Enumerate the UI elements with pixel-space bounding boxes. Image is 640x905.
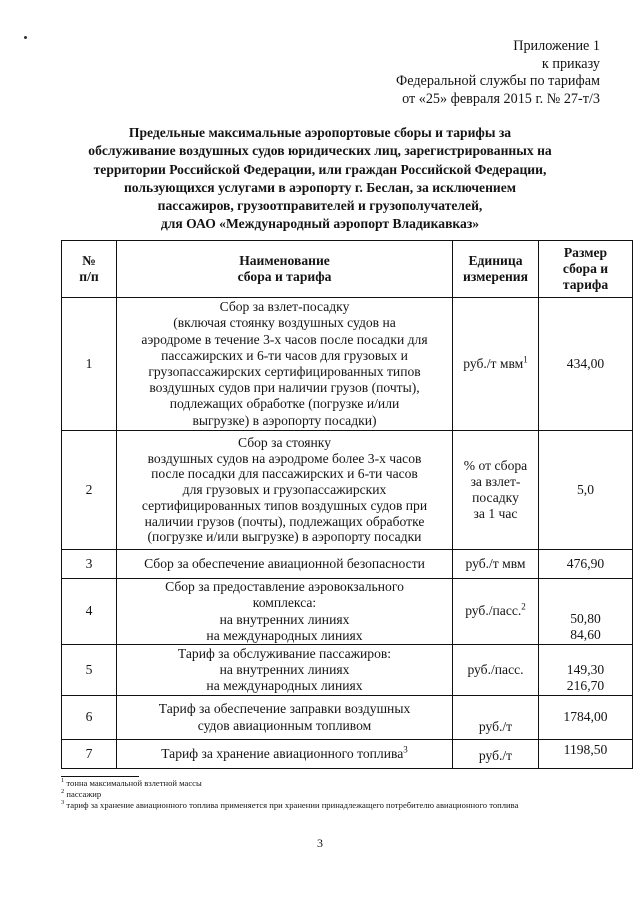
row-number: 6: [62, 696, 117, 740]
footnote-ref: 2: [521, 601, 526, 612]
footnote-text: тонна максимальной взлетной массы: [66, 778, 202, 788]
order-date-number: от «25» февраля 2015 г. № 27-т/3: [402, 90, 600, 107]
appendix-label: Приложение 1: [513, 38, 600, 54]
row-name: [117, 298, 453, 431]
name-line: выгрузке) в аэропорту посадки): [192, 412, 377, 428]
header-value-line: тарифа: [562, 277, 609, 293]
name-line: подлежащих обработке (погрузке и/или: [169, 396, 400, 412]
title-line: пользующихся услугами в аэропорту г. Беслан, за исключением: [123, 179, 517, 195]
row-unit: [453, 579, 539, 645]
unit-line: посадку: [472, 490, 519, 505]
footnote-text: пассажир: [66, 789, 102, 800]
row-value: [539, 579, 633, 645]
name-line: Тариф за обслуживание пассажиров:: [177, 645, 392, 661]
title-line: для ОАО «Международный аэропорт Владикавказ»: [160, 216, 480, 232]
header-number-line: №: [82, 252, 96, 268]
row-name: [117, 431, 453, 550]
appendix-header: [396, 38, 600, 108]
header-number: [62, 241, 117, 298]
row-unit: руб./пасс.: [453, 645, 539, 696]
footnote-3: [61, 800, 601, 811]
value-international: 216,70: [566, 677, 605, 693]
row-number: 4: [62, 579, 117, 645]
row-value: 1784,00: [539, 696, 633, 740]
row-value: 434,00: [539, 298, 633, 431]
value-international: 84,60: [570, 626, 601, 642]
footnote-mark: 1: [61, 777, 65, 785]
footnote-1: [61, 778, 601, 789]
header-value: [539, 241, 633, 298]
row-name: [117, 696, 453, 740]
row-name: [117, 550, 453, 579]
name-line: для грузовых и грузопассажирских: [182, 482, 387, 498]
row-unit: руб./т мвм: [453, 550, 539, 579]
footnote-2: [61, 789, 601, 800]
table-row: [62, 579, 633, 645]
row-number: 5: [62, 645, 117, 696]
row-value: 1198,50: [539, 740, 633, 769]
table-header-row: [62, 241, 633, 298]
row-value: 5,0: [539, 431, 633, 550]
name-line: на внутренних линиях: [219, 661, 350, 677]
title-line: территории Российской Федерации, или граждан Российской Федерации,: [93, 161, 547, 177]
name-line: после посадки для пассажирских и 6-ти часов: [151, 466, 418, 482]
agency-name: Федеральной службы по тарифам: [396, 73, 600, 89]
scan-speck: [24, 36, 27, 39]
value-domestic: 50,80: [570, 610, 601, 626]
header-number-line: п/п: [79, 269, 99, 284]
tariffs-table: [61, 240, 633, 769]
name-line: наличии грузов (почты), подлежащих обработке: [144, 513, 425, 529]
row-value: 476,90: [539, 550, 633, 579]
row-unit: [453, 431, 539, 550]
name-line: комплекса:: [252, 595, 317, 611]
unit-line: за взлет-: [470, 473, 521, 489]
row-unit: руб./т: [453, 740, 539, 769]
document-title: [40, 124, 600, 234]
footnote-mark: 2: [61, 788, 65, 796]
name-line: (погрузке и/или выгрузке) в аэропорту посадки: [147, 529, 422, 545]
row-number: 2: [62, 431, 117, 550]
name-line: Сбор за взлет-посадку: [219, 299, 350, 315]
value-domestic: 149,30: [566, 661, 605, 677]
name-line: воздушных судов при наличии грузов (почты),: [149, 380, 420, 396]
name-line: на международных линиях: [206, 678, 363, 694]
table-row: [62, 298, 633, 431]
name-line: грузопассажирских сертифицированных типов: [148, 364, 421, 379]
name-line: судов авиационным топливом: [197, 717, 372, 733]
footnote-separator: [61, 776, 139, 777]
title-line: обслуживание воздушных судов юридических лиц, зарегистрированных на: [88, 143, 552, 159]
name-line: Тариф за обеспечение заправки воздушных: [158, 701, 411, 717]
row-unit: [453, 298, 539, 431]
header-name-line: сбора и тарифа: [237, 269, 332, 284]
header-name: [117, 241, 453, 298]
name-line: сертифицированных типов воздушных судов при: [141, 497, 428, 513]
row-number: 3: [62, 550, 117, 579]
name-line: аэродроме в течение 3-х часов после посадки для: [141, 331, 428, 347]
order-ref: к приказу: [541, 55, 600, 72]
header-unit-line: Единица: [468, 252, 523, 268]
footnote-text: тариф за хранение авиационного топлива применяется при хранении принадлежащего потребителю авиационного топлива: [66, 800, 519, 811]
unit-text: руб./пасс.: [465, 603, 522, 619]
row-name: [117, 740, 453, 769]
footnote-ref: 3: [403, 744, 408, 755]
row-number: 1: [62, 298, 117, 431]
footnote-mark: 3: [61, 799, 65, 807]
name-line: (включая стоянку воздушных судов на: [173, 315, 396, 331]
row-value: [539, 645, 633, 696]
header-unit-line: измерения: [462, 269, 528, 284]
table-row: [62, 740, 633, 769]
header-value-line: сбора и: [562, 260, 609, 276]
unit-line: за 1 час: [473, 506, 518, 522]
table-row: [62, 645, 633, 696]
page-number: 3: [317, 836, 323, 850]
header-value-line: Размер: [563, 244, 608, 260]
footnote-ref: 1: [523, 354, 528, 365]
name-line: на внутренних линиях: [219, 611, 350, 627]
table-row: [62, 696, 633, 740]
name-line: воздушных судов на аэродроме более 3-х часов: [147, 450, 422, 466]
name-line: Сбор за предоставление аэровокзального: [165, 579, 404, 595]
title-line: пассажиров, грузоотправителей и грузополучателей,: [157, 198, 483, 214]
name-line: Сбор за стоянку: [237, 434, 331, 450]
unit-line: % от сбора: [463, 457, 528, 473]
row-unit: руб./т: [453, 696, 539, 740]
table-row: [62, 550, 633, 579]
name-line: пассажирских и 6-ти часов для грузовых и: [161, 347, 408, 363]
header-unit: [453, 241, 539, 298]
name-line: Сбор за обеспечение авиационной безопасности: [144, 555, 425, 571]
header-name-line: Наименование: [239, 252, 330, 268]
name-line: Тариф за хранение авиационного топлива: [161, 745, 404, 761]
footnotes: [61, 776, 601, 812]
title-line: Предельные максимальные аэропортовые сборы и тарифы за: [128, 125, 512, 140]
name-line: на международных линиях: [206, 627, 363, 643]
row-number: 7: [62, 740, 117, 769]
table-row: [62, 431, 633, 550]
row-name: [117, 579, 453, 645]
unit-text: руб./т мвм: [463, 355, 524, 371]
row-name: [117, 645, 453, 696]
